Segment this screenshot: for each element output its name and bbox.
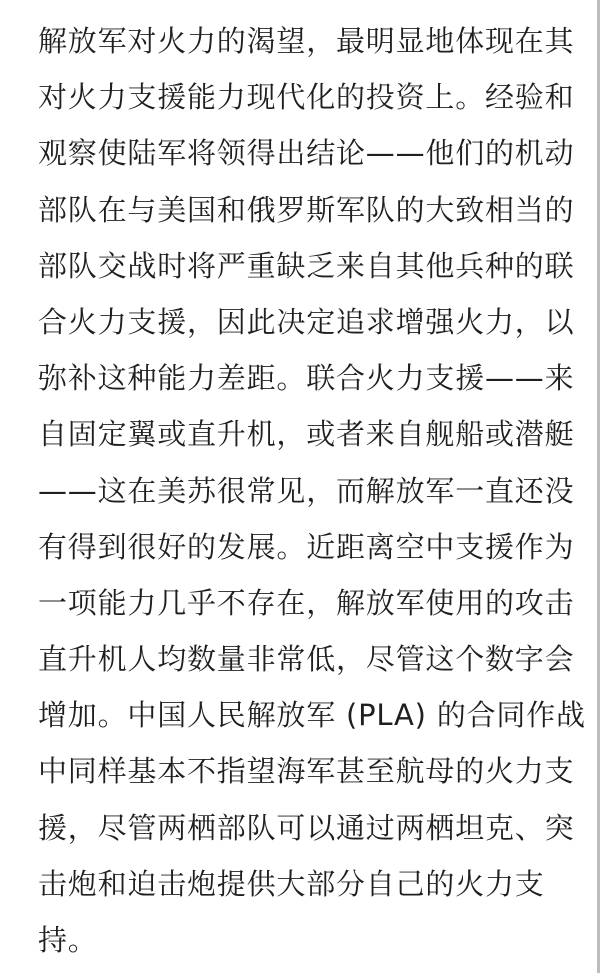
text-line: 援，尽管两栖部队可以通过两栖坦克、突 [38, 810, 575, 845]
text-line: 一项能力几乎不存在，解放军使用的攻击 [38, 585, 575, 620]
article-paragraph [38, 20, 586, 975]
text-line: 增加。中国人民解放军 (PLA) 的合同作战 [38, 698, 586, 733]
text-line: 对火力支援能力现代化的投资上。经验和 [38, 80, 575, 115]
text-line: 中同样基本不指望海军甚至航母的火力支 [38, 754, 575, 789]
text-line: 弥补这种能力差距。联合火力支援——来 [38, 361, 575, 396]
text-line: 有得到很好的发展。近距离空中支援作为 [38, 529, 575, 564]
text-line: 持。 [38, 923, 98, 957]
text-line: 部队交战时将严重缺乏来自其他兵种的联 [38, 248, 575, 283]
text-line: ——这在美苏很常见，而解放军一直还没 [38, 473, 575, 508]
text-line: 直升机人均数量非常低，尽管这个数字会 [38, 642, 575, 677]
text-line: 部队在与美国和俄罗斯军队的大致相当的 [38, 192, 575, 227]
text-line: 击炮和迫击炮提供大部分自己的火力支 [38, 866, 545, 901]
text-line: 观察使陆军将领得出结论——他们的机动 [38, 136, 575, 171]
text-line: 合火力支援，因此决定追求增强火力，以 [38, 304, 575, 339]
text-line: 自固定翼或直升机，或者来自舰船或潜艇 [38, 417, 575, 452]
text-line: 解放军对火力的渴望，最明显地体现在其 [38, 24, 575, 58]
